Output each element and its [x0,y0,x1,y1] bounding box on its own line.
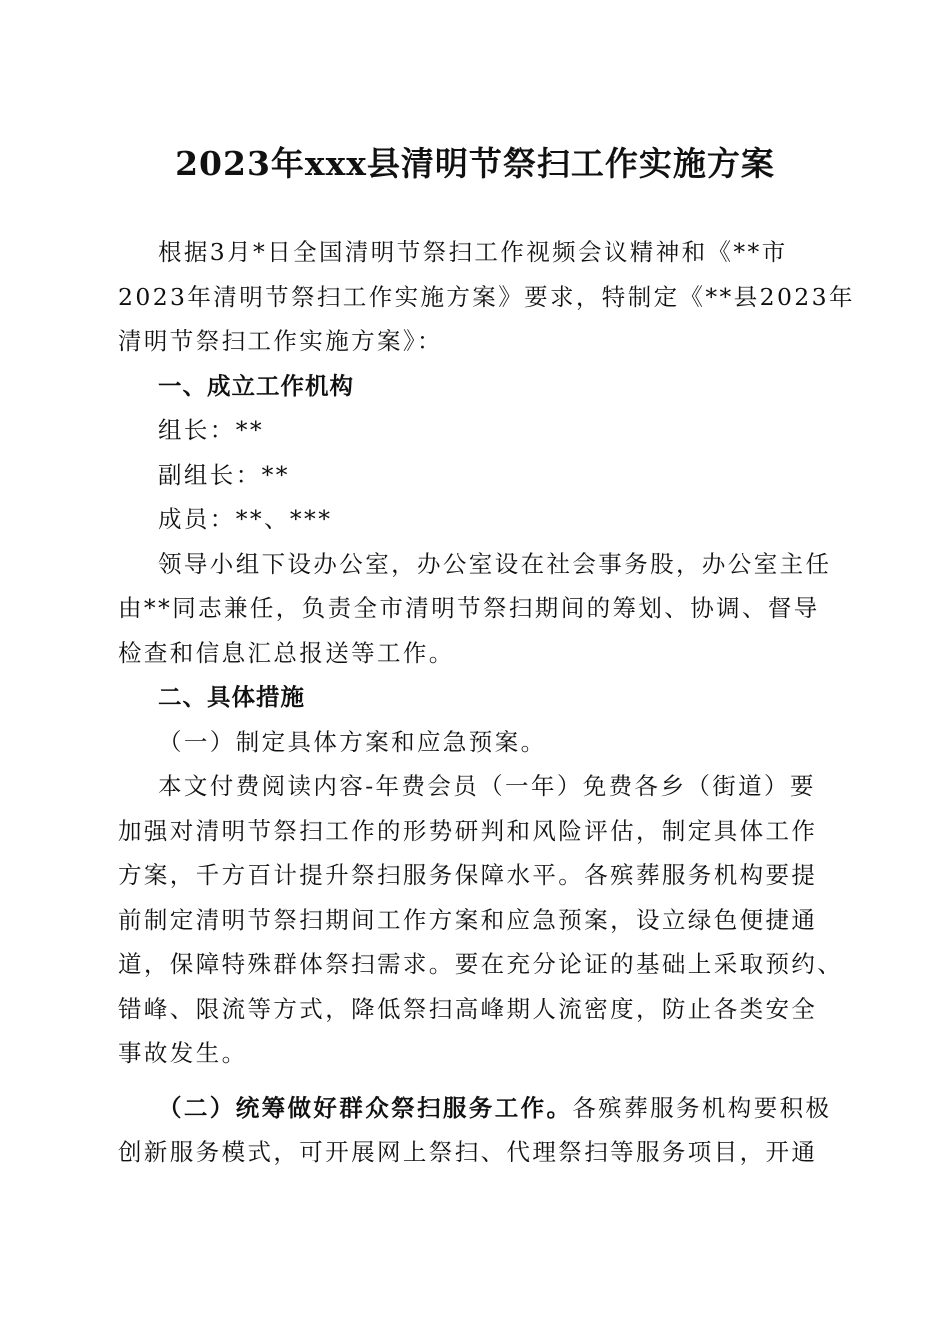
measure-paragraph-line: 加强对清明节祭扫工作的形势研判和风险评估，制定具体工作 [118,816,818,845]
section-heading-1: 一、成立工作机构 [158,371,354,400]
office-paragraph-line: 由**同志兼任，负责全市清明节祭扫期间的筹划、协调、督导 [118,594,820,622]
intro-line: 2023年清明节祭扫工作实施方案》要求，特制定《**县2023年 [118,282,855,311]
measure-paragraph-line: 方案，千方百计提升祭扫服务保障水平。各殡葬服务机构要提 [118,861,818,889]
measure-paragraph-line: 事故发生。 [118,1039,248,1067]
members-line: 成员：**、*** [158,505,333,533]
subsection-2-lead: 各殡葬服务机构要积极 [572,1093,832,1122]
section-heading-2: 二、具体措施 [158,683,305,711]
document-body [118,230,855,1175]
office-paragraph-line: 领导小组下设办公室，办公室设在社会事务股，办公室主任 [158,549,832,578]
measure-paragraph-line: 错峰、限流等方式，降低祭扫高峰期人流密度，防止各类安全 [118,994,818,1023]
subsection-title-2: （二）统筹做好群众祭扫服务工作。 [158,1093,573,1122]
group-leader-line: 组长：** [158,416,264,444]
office-paragraph-line: 检查和信息汇总报送等工作。 [118,638,455,667]
measure-paragraph-line: 本文付费阅读内容-年费会员（一年）免费各乡（街道）要 [158,772,816,800]
measure-paragraph-line: 道，保障特殊群体祭扫需求。要在充分论证的基础上采取预约、 [118,950,844,978]
subsection-2-body-line: 创新服务模式，可开展网上祭扫、代理祭扫等服务项目，开通 [118,1138,818,1166]
intro-line: 根据3月*日全国清明节祭扫工作视频会议精神和《**市 [158,238,788,266]
measure-paragraph-line: 前制定清明节祭扫期间工作方案和应急预案，设立绿色便捷通 [118,905,818,934]
intro-line: 清明节祭扫工作实施方案》： [118,327,443,355]
deputy-leader-line: 副组长：** [158,460,290,489]
subsection-2-line [118,1086,830,1131]
document-title: 2023年xxx县清明节祭扫工作实施方案 [175,144,775,183]
subsection-title-1: （一）制定具体方案和应急预案。 [158,727,547,756]
